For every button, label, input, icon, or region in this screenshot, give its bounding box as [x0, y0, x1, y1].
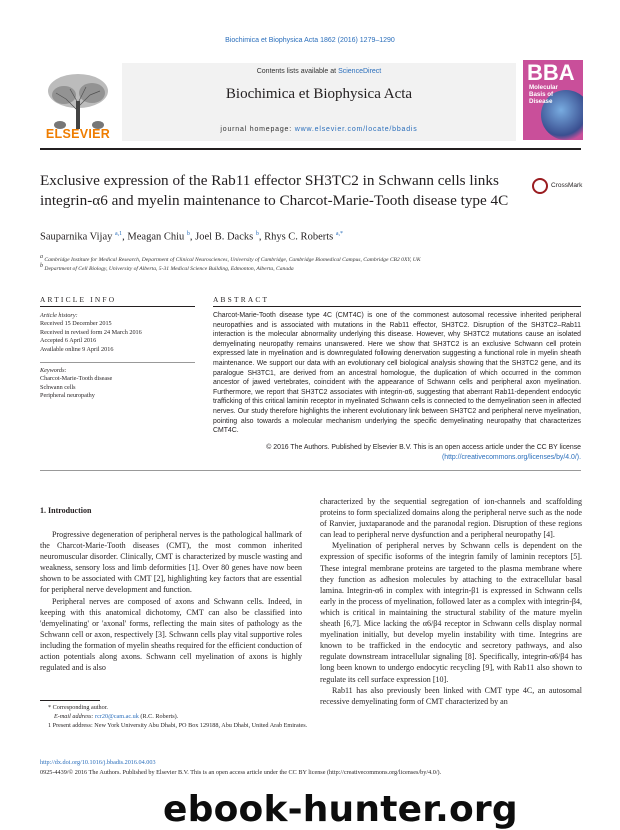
author-affiliation-marker[interactable]: b [255, 231, 259, 237]
license-link[interactable]: (http://creativecommons.org/licenses/by/4.0/). [441, 453, 581, 461]
watermark-text: ebook-hunter.org [163, 789, 518, 830]
author-name: Sauparnika Vijay [40, 231, 113, 243]
journal-homepage-line [122, 126, 516, 133]
body-column-right [320, 496, 582, 707]
body-paragraph: characterized by the sequential segregation of ion-channels and scaffolding proteins to form specialized domains along the peripheral nerve such as the node of Ranvier, juxtaparanode and the paranodal region. Disruption of these regions can lead to peripheral nerve dysfunction and a peripheral neuropathy [4]. [320, 497, 582, 540]
abstract-text: Charcot-Marie-Tooth disease type 4C (CMT4C) is one of the commonest autosomal recessive inherited peripheral neuropathies and is associated with mutations in the Rab11 effector, SH3TC2. Disruption of the SH3TC2–Rab11 interaction is the molecular abnormality underlying this disease. However, why SH3TC2 mutations cause an isolated demyelinating neuropathy remains unanswered. Here we show that SH3TC2 is an exclusive Schwann cell protein expressed late in myelination and is downregulated following denervation suggesting a functional role in myelin sheath maintenance. We support our data with an evolutionary cell biological analysis showing that the SH3TC2 gene, and its paralogue SH3TC1, are derived from an ancestral homologue, the duplication of which occurred in the common ancestor of jawed vertebrates, coincident with the appearance of Schwann cells and peripheral axon myelination. Furthermore, we report that SH3TC2 associates with integrin-α6, suggesting that aberrant Rab11-dependent endocytic trafficking of this critical laminin receptor in myelinated Schwann cells is connected to the demyelination seen in affected nerves. Our study therefore highlights the inherent evolutionary link between SH3TC2 and peripheral nerve myelination, pointing also towards a molecular mechanism underlying the specific demyelinating neuropathy that characterizes CMT4C. [213, 312, 581, 435]
contents-available-line [122, 68, 516, 75]
journal-cover-image [523, 60, 583, 140]
email-label: E-mail address: [54, 713, 96, 720]
history-entry: Received 15 December 2015 [40, 320, 112, 328]
author-name: Rhys C. Roberts [264, 231, 334, 243]
article-info-heading: ARTICLE INFO [40, 295, 117, 304]
keyword: Schwann cells [40, 383, 76, 391]
header-divider [40, 148, 581, 150]
article-history [40, 312, 190, 354]
doi-link[interactable]: http://dx.doi.org/10.1016/j.bbadis.2016.04.003 [40, 759, 156, 766]
info-divider [40, 362, 195, 363]
elsevier-tree-logo [40, 66, 116, 136]
journal-title: Biochimica et Biophysica Acta [225, 86, 413, 102]
keywords [40, 367, 190, 401]
author-affiliation-marker[interactable]: b [186, 231, 190, 237]
body-paragraph: Myelination of peripheral nerves by Schwann cells is dependent on the expression of specific isoforms of the integrin family of laminin receptors [5]. These integral membrane proteins are targeted to the plasma membrane where they function as adhesion molecules by attaching to the extracellular basal lamina. Integrin-α6 in complex with integrin-β1 is expressed in Schwann cells early in the process of myelination, followed later as a complex with integrin-β4, which is critical in maintaining the structural stability of the mature myelin sheath [6,7]. Mice lacking the α6/β4 receptor in Schwann cells display normal myelination initially, but develop myelin instability with time. Integrins are known to be trafficked in the endocytic and secretory pathways, and also regulate downstream intracellular signaling [8]. Specifically, integrin-α6/β4 has long been known to undergo endocytic recycling [9], with Rab11 also shown to regulate its cell surface expression [10]. [320, 541, 582, 684]
abstract-copyright [213, 443, 581, 462]
author-affiliation-marker[interactable]: a,1 [115, 231, 123, 237]
abstract-divider [213, 306, 581, 307]
abstract-heading: ABSTRACT [213, 295, 270, 304]
author-list: Sauparnika Vijay $^{a,1}$, Meagan Chiu $^b$, Joel B. Dacks $^b$, Rhys C. Roberts $^{a,*}$ [40, 231, 344, 243]
cover-title: BBA [527, 60, 575, 85]
sciencedirect-link[interactable]: ScienceDirect [338, 68, 382, 75]
email-suffix: (R.C. Roberts). [138, 713, 179, 720]
body-paragraph: Progressive degeneration of peripheral nerves is the pathological hallmark of the Charcot-Marie-Tooth diseases (CMT), the most common inherited neuromuscular disorder. Clinically, CMT is characterized by muscle wasting and weakness, sensory loss and limb deformities [1]. Over 80 genes have now been shown to be associated with CMT [2], highlighting key factors that are essential for peripheral nerve development and function. [40, 530, 302, 595]
footer-license: 0925-4439/© 2016 The Authors. Published by Elsevier B.V. This is an open access article under the CC BY license (http://creativecommons.org/licenses/by/4.0/). [40, 769, 442, 776]
affiliation-text: Department of Cell Biology, University of Alberta, 5-31 Medical Science Building, Edmonton, Alberta, Canada [44, 265, 294, 272]
author-name: Joel B. Dacks [195, 231, 254, 243]
copyright-line: © 2016 The Authors. Published by Elsevier B.V. This is an open access article under the CC BY license [266, 444, 581, 451]
body-column-left [40, 529, 302, 673]
crossmark-badge[interactable] [532, 178, 582, 196]
affiliation-text: Cambridge Institute for Medical Research, Department of Clinical Neurosciences, University of Cambridge, Cambridge Biomedical Campus, Cambridge CB2 0XY, UK [44, 256, 421, 263]
keyword: Charcot-Marie-Tooth disease [40, 375, 113, 383]
keyword: Peripheral neuropathy [40, 392, 95, 400]
author-affiliation-marker[interactable]: a,* [335, 231, 344, 237]
cover-subtitle-line: Molecular [529, 84, 558, 91]
affiliation [40, 254, 581, 263]
keywords-label: Keywords: [40, 367, 67, 374]
affiliation [40, 263, 581, 272]
elsevier-logo-text: ELSEVIER [45, 127, 111, 141]
footnote-email [40, 713, 316, 721]
history-entry: Available online 9 April 2016 [40, 345, 114, 353]
body-paragraph: Rab11 has also previously been linked with CMT type 4C, an autosomal recessive demyelinating form of CMT characterized by an [320, 685, 582, 706]
homepage-link[interactable]: www.elsevier.com/locate/bbadis [294, 126, 418, 133]
history-label: Article history: [40, 312, 78, 319]
article-info-divider [40, 306, 195, 307]
homepage-prefix: journal homepage: [220, 126, 295, 133]
history-entry: Received in revised form 24 March 2016 [40, 328, 142, 336]
cover-subtitle-line: Basis of [529, 91, 554, 98]
history-entry: Accepted 6 April 2016 [40, 337, 97, 345]
section-heading: 1. Introduction [40, 506, 92, 515]
cover-subtitle-line: Disease [529, 98, 553, 105]
journal-citation[interactable]: Biochimica et Biophysica Acta 1862 (2016) 1279–1290 [225, 37, 395, 44]
contents-prefix: Contents lists available at [256, 68, 339, 75]
article-title: Exclusive expression of the Rab11 effector SH3TC2 in Schwann cells links integrin-α6 and myelin maintenance to Charcot-Marie-Tooth disease type 4C [40, 172, 509, 209]
crossmark-label: CrossMark [551, 182, 583, 189]
cover-subtitle [529, 84, 558, 105]
footnote-present-address: 1 Present address: New York University Abu Dhabi, PO Box 129188, Abu Dhabi, United Arab Emirates. [48, 722, 308, 729]
affiliation-label: b [40, 263, 43, 269]
footnote-corresponding: * Corresponding author. [48, 704, 108, 711]
abstract-bottom-divider [40, 470, 581, 471]
email-link[interactable]: rcr20@cam.ac.uk [95, 713, 139, 720]
author-name: Meagan Chiu [127, 231, 185, 243]
footnote-divider [40, 700, 100, 701]
crossmark-icon [532, 178, 548, 194]
body-paragraph: Peripheral nerves are composed of axons and Schwann cells. Indeed, in keeping with this anatomical dichotomy, CMT can also be classified into 'demyelinating' or 'axonal' forms, reflecting the main sites of pathology as the Schwann cell or axon, respectively [3]. Schwann cells play vital supportive roles including the formation of myelin sheaths required for the efficient conduction of action potentials along axons. Schwann cell myelination of axons is highly regulated and is also [40, 596, 302, 673]
affiliation-label: a [40, 254, 43, 260]
